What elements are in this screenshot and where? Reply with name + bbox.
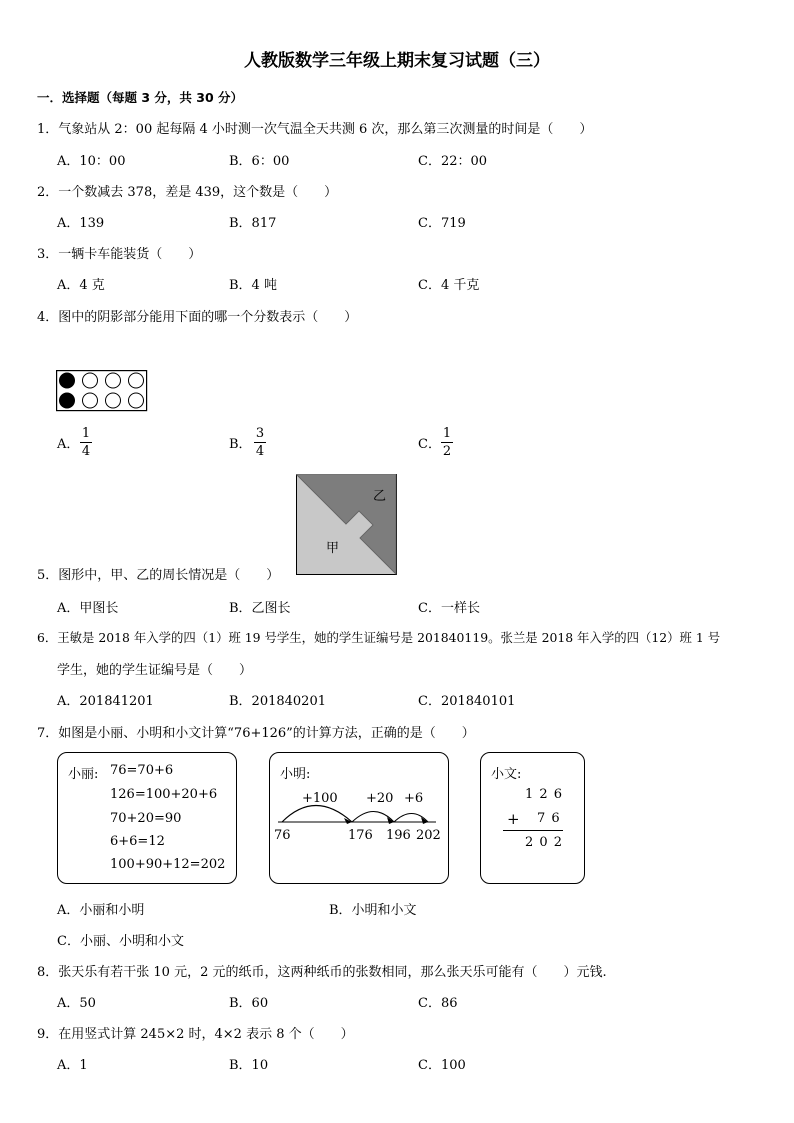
question-9-option-b[interactable]: B．10: [229, 1058, 269, 1073]
fraction-denominator: 4: [81, 444, 91, 459]
question-7-option-b[interactable]: B．小明和小文: [329, 903, 417, 918]
xiaoming-title: 小明:: [280, 767, 311, 782]
question-2-option-c[interactable]: C．719: [418, 216, 466, 231]
question-2-option-b[interactable]: B．817: [229, 216, 277, 231]
point-label-4: 202: [416, 828, 441, 843]
question-1-option-a[interactable]: A．10：00: [57, 154, 126, 169]
xiaowen-method-box: [480, 752, 585, 884]
question-4-stem: 4．图中的阴影部分能用下面的哪一个分数表示（ ）: [37, 310, 358, 325]
point-label-1: 76: [274, 828, 291, 843]
fraction-numerator: 1: [81, 426, 91, 441]
empty-circle: [129, 373, 144, 388]
vertical-sum: 2 0 2: [525, 835, 564, 850]
point-label-2: 176: [348, 828, 373, 843]
question-6-stem-line1: 6．王敏是 2018 年入学的四（1）班 19 号学生，她的学生证编号是 201840119。张兰是 2018 年入学的四（12）班 1 号: [37, 630, 721, 645]
question-3-option-a[interactable]: A．4 克: [57, 278, 105, 293]
jump-arc-100: [282, 806, 352, 823]
fraction-bar: [441, 442, 453, 443]
question-8-stem: 8．张天乐有若干张 10 元，2 元的纸币，这两种纸币的张数相同，那么张天乐可能有（ ）元钱.: [37, 965, 607, 980]
question-5-stem: 5．图形中，甲、乙的周长情况是（ ）: [37, 568, 280, 583]
fraction-bar: [254, 442, 266, 443]
question-1-option-b[interactable]: B．6：00: [229, 154, 290, 169]
question-6-stem-line2: 学生，她的学生证编号是（ ）: [57, 663, 253, 678]
empty-circle: [106, 373, 121, 388]
fraction-bar: [80, 442, 92, 443]
fraction-numerator: 3: [255, 426, 265, 441]
question-6-option-b[interactable]: B．201840201: [229, 694, 326, 709]
question-6-option-a[interactable]: A．201841201: [57, 694, 154, 709]
fraction-numerator: 1: [442, 426, 452, 441]
empty-circle: [129, 393, 144, 408]
question-7-option-a[interactable]: A．小丽和小明: [57, 903, 145, 918]
question-6-option-c[interactable]: C．201840101: [418, 694, 516, 709]
question-9-stem: 9．在用竖式计算 245×2 时，4×2 表示 8 个（ ）: [37, 1027, 354, 1042]
question-3-option-b[interactable]: B．4 吨: [229, 278, 277, 293]
xiaowen-title: 小文:: [491, 767, 522, 782]
empty-circle: [83, 393, 98, 408]
question-4-option-b-fraction[interactable]: [254, 426, 266, 459]
question-8-option-c[interactable]: C．86: [418, 996, 458, 1011]
question-5-option-b[interactable]: B．乙图长: [229, 601, 291, 616]
xiaoli-method-box: [57, 752, 237, 884]
question-2-stem: 2．一个数减去 378，差是 439，这个数是（ ）: [37, 185, 338, 200]
vertical-addend-1: 1 2 6: [525, 787, 564, 802]
question-5-option-a[interactable]: A．甲图长: [57, 601, 119, 616]
section-heading: 一．选择题（每题 3 分，共 30 分）: [37, 90, 244, 105]
question-8-option-b[interactable]: B．60: [229, 996, 269, 1011]
xiaoli-line-1: 76=70+6: [110, 763, 174, 778]
xiaoli-line-4: 6+6=12: [110, 834, 165, 849]
empty-circle: [106, 393, 121, 408]
question-4-option-c-fraction[interactable]: [441, 426, 453, 459]
question-4-option-a-fraction[interactable]: [80, 426, 92, 459]
question-2-option-a[interactable]: A．139: [57, 216, 105, 231]
question-5-option-c[interactable]: C．一样长: [418, 601, 480, 616]
xiaoming-number-line: [270, 753, 448, 883]
question-4-option-c-letter[interactable]: C．: [418, 437, 441, 452]
question-9-option-c[interactable]: C．100: [418, 1058, 466, 1073]
label-yi: 乙: [373, 489, 387, 504]
empty-circle: [83, 373, 98, 388]
question-7-option-c[interactable]: C．小丽、小明和小文: [57, 934, 184, 949]
xiaoli-line-3: 70+20=90: [110, 811, 182, 826]
fraction-denominator: 2: [442, 444, 452, 459]
question-7-stem: 7．如图是小丽、小明和小文计算“76+126”的计算方法，正确的是（ ）: [37, 726, 475, 741]
question-1-stem: 1．气象站从 2：00 起每隔 4 小时测一次气温全天共测 6 次，那么第三次测量的时间是（ ）: [37, 122, 593, 137]
circles-figure: [56, 370, 148, 412]
question-4-option-b-letter[interactable]: B．: [229, 437, 252, 452]
shaded-circle: [60, 373, 75, 388]
jump-arc-20: [352, 812, 394, 823]
label-jia: 甲: [326, 541, 340, 556]
jump-label-2: +20: [366, 791, 394, 806]
xiaoli-title: 小丽:: [68, 767, 99, 782]
shaded-circle: [60, 393, 75, 408]
question-8-option-a[interactable]: A．50: [57, 996, 96, 1011]
question-4-option-a-letter[interactable]: A．: [57, 437, 80, 452]
question-9-option-a[interactable]: A．1: [57, 1058, 88, 1073]
fraction-denominator: 4: [255, 444, 265, 459]
xiaoli-line-5: 100+90+12=202: [110, 857, 226, 872]
question-1-option-c[interactable]: C．22：00: [418, 154, 488, 169]
xiaoming-method-box: [269, 752, 449, 884]
page-title: 人教版数学三年级上期末复习试题（三）: [244, 51, 550, 71]
question-3-option-c[interactable]: C．4 千克: [418, 278, 480, 293]
vertical-addend-2: 7 6: [537, 811, 561, 826]
xiaoli-line-2: 126=100+20+6: [110, 787, 218, 802]
question-3-stem: 3．一辆卡车能装货（ ）: [37, 247, 202, 262]
point-label-3: 196: [386, 828, 411, 843]
jump-label-1: +100: [302, 791, 338, 806]
vertical-sum-line: [503, 830, 563, 831]
vertical-plus-sign: +: [507, 810, 520, 828]
jump-label-3: +6: [404, 791, 424, 806]
